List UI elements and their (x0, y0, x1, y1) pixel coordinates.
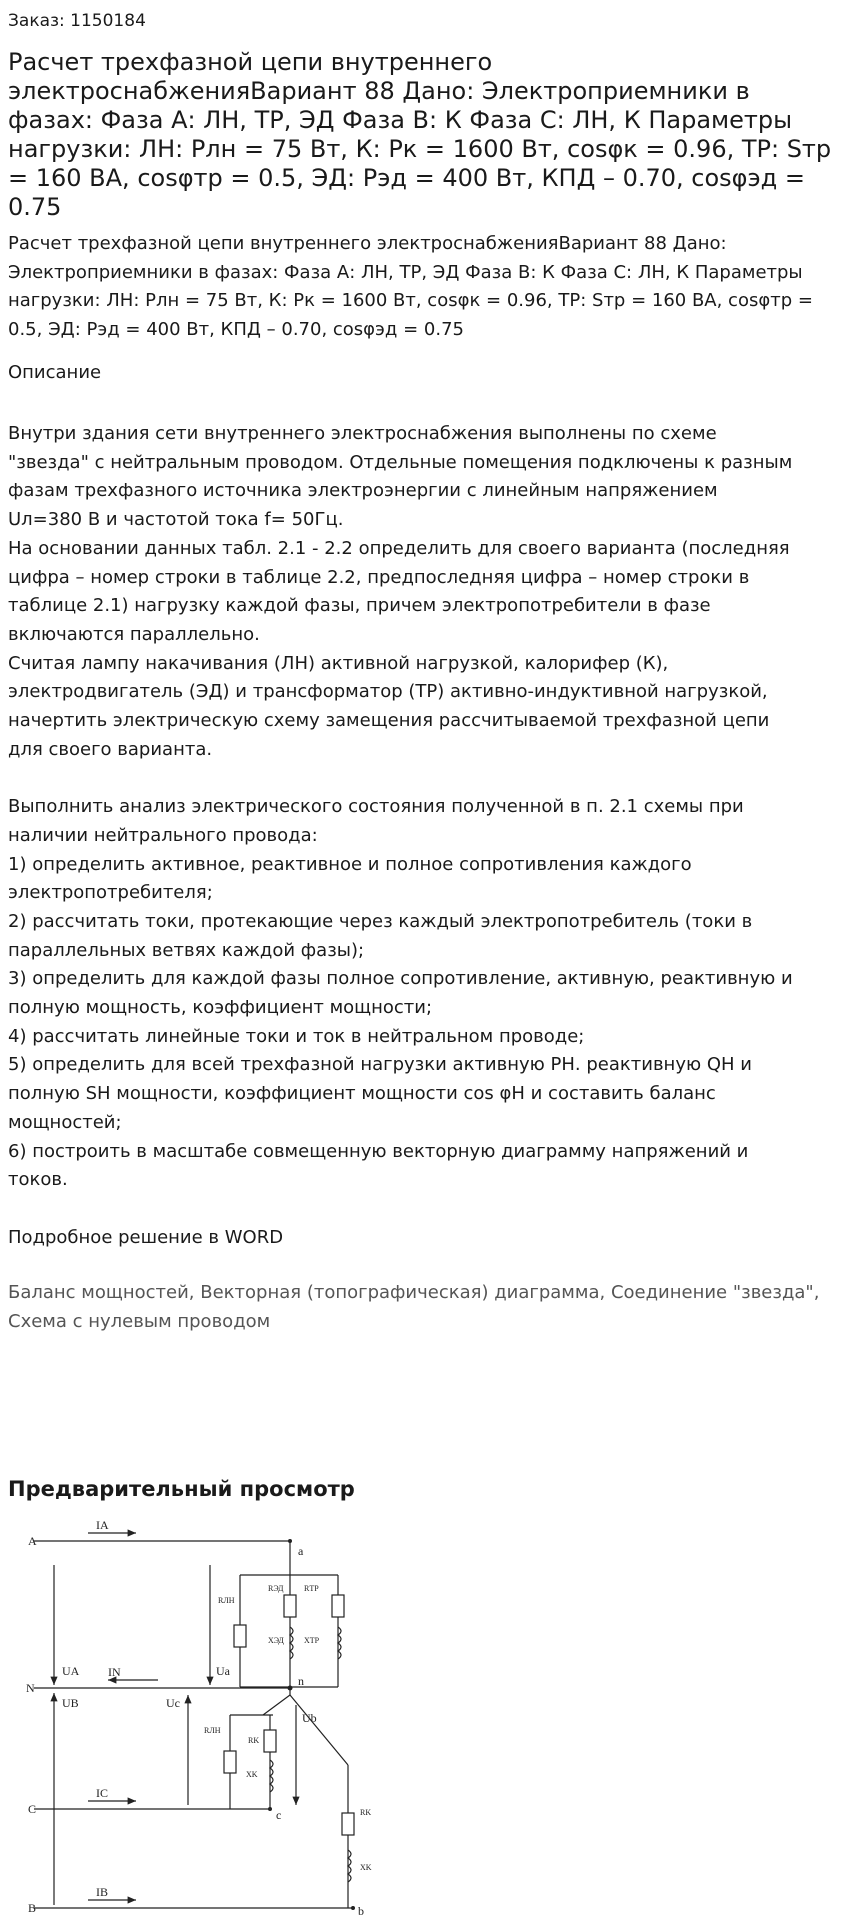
description-line: наличии нейтрального провода: (8, 824, 318, 846)
description-line: полную мощность, коэффициент мощности; (8, 997, 433, 1019)
description-body (8, 420, 846, 1252)
tag-link[interactable]: Векторная (топографическая) диаграмма (200, 1282, 600, 1303)
component-label-rln-a: RЛН (218, 1596, 235, 1605)
voltage-label-ub-phase: Ub (302, 1711, 317, 1725)
tag-link[interactable]: Соединение "звезда" (610, 1282, 814, 1303)
description-line: для своего варианта. (8, 738, 213, 760)
description-line: Подробное решение в WORD (8, 1226, 284, 1248)
description-line: электропотребителя; (8, 882, 213, 904)
component-label-rtr: RТР (304, 1584, 319, 1593)
description-line: На основании данных табл. 2.1 - 2.2 определить для своего варианта (последняя (8, 537, 790, 559)
preview-heading: Предварительный просмотр (8, 1477, 355, 1501)
component-label-red: RЭД (268, 1584, 284, 1593)
description-line: цифра – номер строки в таблице 2.2, предпоследняя цифра – номер строки в (8, 566, 750, 588)
current-label-ia: IA (96, 1518, 109, 1532)
description-line (8, 764, 846, 793)
description-line: 2) рассчитать токи, протекающие через каждый электропотребитель (токи в (8, 910, 753, 932)
description-line: 1) определить активное, реактивное и полное сопротивления каждого (8, 853, 692, 875)
voltage-label-uc-phase: Uc (166, 1696, 180, 1710)
voltage-label-ua-phase: Ua (216, 1664, 230, 1678)
description-line: 5) определить для всей трехфазной нагрузки активную PН. реактивную QН и (8, 1054, 752, 1076)
description-line: параллельных ветвях каждой фазы); (8, 939, 365, 961)
description-line: токов. (8, 1169, 68, 1191)
bus-label-a: A (28, 1534, 37, 1548)
description-line: Внутри здания сети внутреннего электроснабжения выполнены по схеме (8, 423, 717, 444)
voltage-label-ub: UB (62, 1696, 79, 1710)
node-label-b: b (358, 1904, 364, 1915)
description-line: начертить электрическую схему замещения рассчитываемой трехфазной цепи (8, 710, 770, 732)
tag-list (8, 1279, 840, 1336)
description-line: электродвигатель (ЭД) и трансформатор (ТР) активно-индуктивной нагрузкой, (8, 681, 768, 703)
product-title: Расчет трехфазной цепи внутреннего электроснабженияВариант 88 Дано: Электроприемники в фазах: Фаза А: ЛН, ТР, ЭД Фаза В: К Фаза С: ЛН, К Параметры нагрузки: ЛН: Рлн = 75 Вт, К: Рк = 1600 Вт, cosφк = 0.96, ТР: Sтр = 160 ВА, cosφтр = 0.5, ЭД: Рэд = 400 Вт, КПД – 0.70, cosφэд = 0.75 (8, 48, 832, 221)
description-line: таблице 2.1) нагрузку каждой фазы, причем электропотребители в фазе (8, 595, 711, 617)
description-line: 3) определить для каждой фазы полное сопротивление, активную, реактивную и (8, 968, 793, 990)
component-label-xed: XЭД (268, 1636, 284, 1645)
description-line: Считая лампу накачивания (ЛН) активной нагрузкой, калорифер (К), (8, 652, 669, 674)
current-label-ic: IC (96, 1786, 108, 1800)
order-number: Заказ: 1150184 (8, 11, 146, 31)
component-label-rk-c: RK (248, 1736, 260, 1745)
description-line: Uл=380 В и частотой тока f= 50Гц. (8, 509, 344, 531)
current-label-ib: IB (96, 1885, 108, 1899)
description-heading: Описание (8, 362, 102, 383)
component-label-xtr: XТР (304, 1636, 320, 1645)
preview-image (8, 1515, 380, 1915)
tag-separator: , (599, 1282, 611, 1303)
current-label-in: IN (108, 1665, 121, 1679)
bus-label-n: N (26, 1681, 35, 1695)
circuit-schematic (8, 1515, 380, 1915)
voltage-label-ua: UA (62, 1664, 80, 1678)
component-label-xk-b: XK (360, 1863, 372, 1872)
description-line: включаются параллельно. (8, 623, 260, 645)
description-line: "звезда" с нейтральным проводом. Отдельные помещения подключены к разным (8, 451, 793, 473)
description-line: 6) построить в масштабе совмещенную векторную диаграмму напряжений и (8, 1140, 749, 1162)
bus-label-c: C (28, 1802, 37, 1816)
tag-separator: , (188, 1282, 201, 1303)
description-line (8, 1195, 846, 1224)
component-label-xk-c: XK (246, 1770, 258, 1779)
component-label-rk-b: RK (360, 1808, 372, 1817)
tag-link[interactable]: Баланс мощностей (8, 1282, 189, 1303)
description-line: фазам трехфазного источника электроэнергии с линейным напряжением (8, 480, 718, 502)
tag-separator: , (813, 1282, 820, 1303)
node-label-n: n (298, 1674, 304, 1688)
description-line: Выполнить анализ электрического состояния полученной в п. 2.1 схемы при (8, 796, 744, 818)
product-summary: Расчет трехфазной цепи внутреннего электроснабженияВариант 88 Дано: Электроприемники в фазах: Фаза А: ЛН, ТР, ЭД Фаза В: К Фаза С: ЛН, К Параметры нагрузки: ЛН: Рлн = 75 Вт, К: Рк = 1600 Вт, cosφк = 0.96, ТР: Sтр = 160 ВА, cosφтр = 0.5, ЭД: Рэд = 400 Вт, КПД – 0.70, cosφэд = 0.75 (8, 233, 813, 340)
node-label-a: a (298, 1544, 304, 1558)
description-line: полную SН мощности, коэффициент мощности cos φН и составить баланс (8, 1083, 716, 1105)
bus-label-b: B (28, 1901, 37, 1915)
tag-link[interactable]: Схема с нулевым проводом (8, 1310, 271, 1332)
component-label-rln-c: RЛН (204, 1726, 221, 1735)
node-label-c: c (276, 1808, 282, 1822)
description-line: 4) рассчитать линейные токи и ток в нейтральном проводе; (8, 1025, 585, 1047)
description-line: мощностей; (8, 1111, 122, 1133)
